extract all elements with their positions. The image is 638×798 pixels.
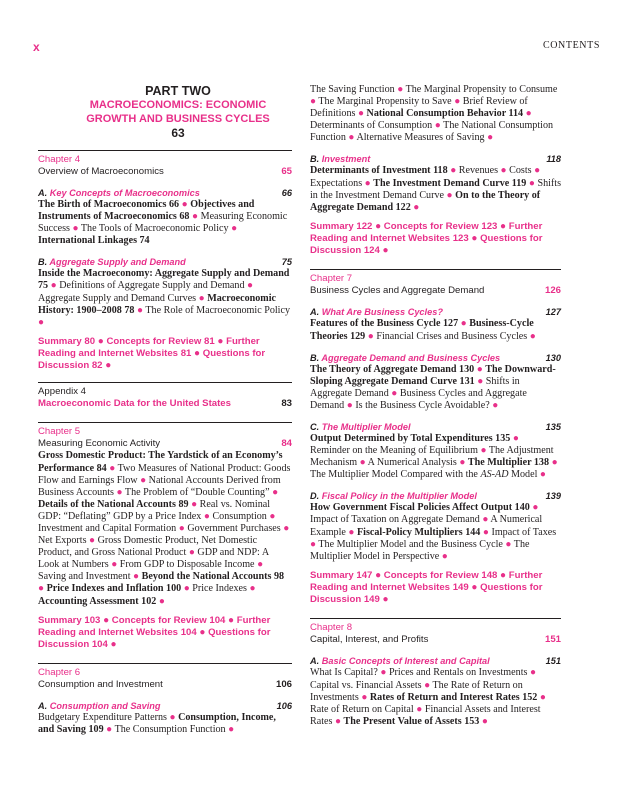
entry: How Government Fiscal Policies Affect Output 140 (310, 502, 530, 514)
bullet-icon: ● (110, 639, 117, 651)
websites-link[interactable]: Further Reading and Internet Websites 81 (38, 335, 260, 360)
bullet-icon: ● (434, 120, 441, 132)
entry: The Multiplier Model and the Business Cycle (318, 538, 503, 550)
entry: Accounting Assessment 102 (38, 595, 157, 607)
entry: The Saving Function (310, 84, 395, 95)
part-page: 63 (171, 126, 185, 140)
section-letter: C. (310, 422, 320, 433)
summary-link[interactable]: Summary 122 (310, 220, 373, 232)
entry: Real vs. Nominal GDP: “Deflating” GDP by a Price Index (38, 498, 271, 522)
running-header: CONTENTS (542, 40, 600, 51)
bullet-icon: ● (348, 526, 355, 538)
section-8a-heading[interactable] (310, 655, 561, 667)
bullet-icon: ● (382, 245, 389, 257)
chapter-page: 106 (275, 679, 292, 691)
bullet-icon: ● (283, 523, 290, 535)
entry: The Investment Demand Curve 119 (373, 177, 527, 189)
entry: The Multiplier Model Compared with the (310, 469, 478, 481)
concepts-link[interactable]: Concepts for Review 104 (111, 614, 226, 626)
bullet-icon: ● (525, 108, 532, 120)
section-4b-heading[interactable] (38, 256, 292, 268)
page-roman-numeral: x (33, 40, 40, 54)
bullet-icon: ● (460, 318, 467, 330)
chapter-rule (310, 618, 561, 619)
entry: Definitions of Aggregate Supply and Demand (59, 280, 245, 292)
entry: From GDP to Disposable Income (119, 559, 255, 571)
bullet-icon: ● (441, 550, 448, 562)
bullet-icon: ● (532, 502, 539, 514)
section-title: The Multiplier Model (321, 422, 411, 433)
section-title: Key Concepts of Macroeconomics (49, 188, 200, 198)
entry: The Multiplier Model in Perspective (310, 538, 530, 562)
chapter-page: 126 (544, 285, 561, 297)
entry: The Theory of Aggregate Demand 130 (310, 363, 475, 375)
section-7a-heading[interactable] (310, 306, 561, 318)
entry: Shifts in Aggregate Demand (310, 375, 520, 399)
entry-italic: AS-AD (480, 469, 509, 481)
bullet-icon: ● (228, 724, 235, 736)
entry: Business Cycles and Aggregate Demand (310, 387, 527, 411)
bullet-icon: ● (551, 457, 558, 469)
section-6b-heading[interactable] (310, 153, 561, 165)
chapter-6-summary (310, 221, 561, 258)
chapter-page: 84 (281, 438, 292, 450)
section-letter: A. (310, 656, 320, 667)
chapter-5-entries (38, 450, 292, 607)
bullet-icon: ● (249, 583, 256, 595)
right-column (310, 84, 561, 728)
bullet-icon: ● (500, 220, 507, 232)
section-page: 118 (546, 154, 561, 165)
entry: Alternative Measures of Saving (356, 132, 485, 144)
concepts-link[interactable]: Concepts for Review 81 (106, 335, 215, 347)
websites-link[interactable]: Further Reading and Internet Websites 104 (38, 614, 271, 638)
chapter-page: 151 (544, 634, 561, 646)
questions-link[interactable]: Questions for Discussion 149 (310, 582, 543, 606)
bullet-icon: ● (397, 84, 404, 95)
section-letter: A. (310, 307, 320, 318)
section-letter: B. (310, 352, 320, 363)
questions-link[interactable]: Questions for Discussion 82 (38, 348, 266, 372)
bullet-icon: ● (529, 667, 536, 679)
bullet-icon: ● (361, 691, 368, 703)
entry: Rates of Return and Interest Rates 152 (369, 691, 538, 703)
entry: Is the Business Cycle Avoidable? (355, 399, 490, 411)
chapter-6-title[interactable] (38, 679, 292, 691)
section-letter: A. (38, 188, 48, 198)
entry: Model (511, 469, 538, 481)
entry: The Marginal Propensity to Save (318, 96, 452, 108)
entry: Consumption (212, 510, 267, 522)
section-7c-heading[interactable] (310, 421, 561, 433)
bullet-icon: ● (446, 189, 453, 201)
section-7d-heading[interactable] (310, 490, 561, 502)
section-page: 139 (545, 491, 561, 502)
bullet-icon: ● (367, 330, 374, 342)
bullet-icon: ● (194, 348, 201, 360)
entry: Beyond the National Accounts 98 (141, 571, 285, 583)
bullet-icon: ● (116, 486, 123, 498)
bullet-icon: ● (380, 667, 387, 679)
bullet-icon: ● (203, 510, 210, 522)
bullet-icon: ● (133, 571, 140, 583)
bullet-icon: ● (231, 223, 238, 235)
section-title: Aggregate Supply and Demand (49, 257, 186, 268)
bullet-icon: ● (424, 679, 431, 691)
entry: Output Determined by Total Expenditures 135 (310, 433, 511, 445)
entry: Objectives and Instruments of Macroeconomics 68 (38, 199, 255, 223)
section-title: What Are Business Cycles? (321, 307, 443, 318)
section-page: 151 (545, 656, 561, 667)
chapter-7-summary (310, 570, 561, 607)
entry: Business-Cycle Theories 129 (310, 318, 534, 342)
entry: Brief Review of Definitions (310, 96, 528, 120)
questions-link[interactable]: Questions for Discussion 104 (38, 626, 271, 651)
bullet-icon: ● (188, 547, 195, 559)
chapter-title-text: Overview of Macroeconomics (38, 166, 164, 177)
bullet-icon: ● (416, 703, 423, 715)
section-letter: D. (310, 491, 320, 502)
chapter-6-label: Chapter 6 (38, 667, 81, 679)
websites-link[interactable]: Further Reading and Internet Websites 149 (310, 569, 543, 594)
section-title: Fiscal Policy in the Multiplier Model (321, 491, 477, 502)
chapter-rule (38, 422, 292, 423)
bullet-icon: ● (272, 486, 279, 498)
bullet-icon: ● (471, 233, 478, 245)
entry: The Tools of Macroeconomic Policy (80, 223, 229, 235)
section-4a-heading[interactable] (38, 187, 292, 199)
section-6b-entries (310, 165, 561, 213)
entry: Financial Assets and Interest Rates (310, 703, 541, 727)
bullet-icon: ● (459, 457, 466, 469)
entry: The Consumption Function (114, 724, 226, 736)
entry: Price Indexes and Inflation 100 (46, 583, 182, 595)
entry: National Accounts Derived from Business Accounts (38, 474, 281, 498)
bullet-icon: ● (450, 165, 457, 177)
entry: Determinants of Investment 118 (310, 165, 448, 177)
entry: Government Purchases (187, 523, 281, 535)
appendix-4-title[interactable] (38, 398, 292, 410)
appendix-4-label: Appendix 4 (38, 386, 87, 398)
bullet-icon: ● (359, 457, 366, 469)
entry: The Marginal Propensity to Consume (405, 84, 558, 95)
bullet-icon: ● (512, 433, 519, 445)
bullet-icon: ● (334, 715, 342, 727)
entry: Prices and Rentals on Investments (388, 667, 528, 679)
appendix-page: 83 (281, 398, 292, 410)
websites-link[interactable]: Further Reading and Internet Websites 123 (310, 220, 543, 245)
entry: Budgetary Expenditure Patterns (38, 712, 167, 724)
concepts-link[interactable]: Concepts for Review 148 (383, 569, 498, 581)
bullet-icon: ● (528, 177, 535, 189)
bullet-icon: ● (199, 626, 206, 638)
bullet-icon: ● (534, 165, 541, 177)
bullet-icon: ● (481, 715, 488, 727)
entry: The Multiplier 138 (467, 457, 550, 469)
appendix-title-text: Macroeconomic Data for the United States (38, 398, 231, 410)
bullet-icon: ● (228, 614, 235, 626)
bullet-icon: ● (50, 280, 57, 292)
entry: The National Consumption Function (310, 120, 554, 144)
bullet-icon: ● (158, 595, 165, 607)
entry: Inside the Macroeconomy: Aggregate Supply and Demand 75 (38, 268, 290, 292)
chapter-4-summary (38, 336, 292, 373)
chapter-rule (38, 382, 292, 383)
entry: A Numerical Example (310, 514, 543, 538)
bullet-icon: ● (38, 316, 45, 328)
questions-link[interactable]: Questions for Discussion 124 (310, 233, 543, 257)
section-4b-entries (38, 268, 292, 328)
bullet-icon: ● (106, 724, 113, 736)
bullet-icon: ● (471, 582, 478, 594)
chapter-title-text: Measuring Economic Activity (38, 438, 161, 450)
summary-link[interactable]: Summary 80 (38, 335, 96, 347)
bullet-icon: ● (111, 559, 118, 571)
bullet-icon: ● (477, 375, 484, 387)
bullet-icon: ● (217, 335, 224, 347)
entry: Impact of Taxation on Aggregate Demand (310, 514, 480, 526)
bullet-icon: ● (192, 211, 199, 223)
bullet-icon: ● (103, 614, 110, 626)
summary-link[interactable]: Summary 147 (310, 569, 373, 581)
section-title: Aggregate Demand and Business Cycles (321, 352, 501, 363)
chapter-rule (38, 663, 292, 664)
section-6a-entries-start (38, 712, 292, 736)
entry: GDP and NDP: A Look at Numbers (38, 547, 269, 571)
section-page: 130 (545, 352, 561, 363)
section-4a-entries (38, 199, 292, 247)
bullet-icon: ● (247, 280, 254, 292)
entry: Consumption, Income, and Saving 109 (38, 712, 276, 736)
section-letter: B. (38, 257, 48, 268)
entry: The Birth of Macroeconomics 66 (38, 199, 180, 210)
section-page: 135 (545, 422, 561, 433)
entry: What Is Capital? (310, 667, 378, 679)
bullet-icon: ● (487, 132, 494, 144)
concepts-link[interactable]: Concepts for Review 123 (383, 220, 498, 232)
chapter-title-text: Capital, Interest, and Profits (310, 634, 429, 646)
chapter-5-summary (38, 615, 292, 652)
bullet-icon: ● (482, 514, 489, 526)
chapter-5-label: Chapter 5 (38, 426, 81, 438)
section-page: 75 (281, 257, 292, 268)
summary-link[interactable]: Summary 103 (38, 614, 101, 626)
section-6a-entries-cont (310, 84, 561, 144)
bullet-icon: ● (364, 177, 371, 189)
bullet-icon: ● (539, 691, 546, 703)
chapter-8-label: Chapter 8 (310, 622, 353, 634)
bullet-icon: ● (382, 594, 389, 606)
bullet-icon: ● (310, 538, 317, 550)
chapter-rule (310, 269, 561, 270)
bullet-icon: ● (357, 108, 364, 120)
entry: The Present Value of Assets 153 (343, 715, 480, 727)
part-subtitle-2: GROWTH AND BUSINESS CYCLES (86, 113, 270, 125)
bullet-icon: ● (482, 526, 489, 538)
bullet-icon: ● (505, 538, 512, 550)
chapter-title-text: Consumption and Investment (38, 679, 163, 691)
entry: Aggregate Supply and Demand Curves (38, 292, 197, 304)
chapter-4-label: Chapter 4 (38, 154, 81, 165)
bullet-icon: ● (500, 165, 507, 177)
bullet-icon: ● (178, 523, 185, 535)
section-title: Investment (321, 154, 371, 165)
bullet-icon: ● (310, 96, 317, 108)
entry: Financial Crises and Business Cycles (376, 330, 528, 342)
bullet-icon: ● (476, 363, 483, 375)
entry: On to the Theory of Aggregate Demand 122 (310, 189, 541, 213)
chapter-4-title[interactable] (38, 166, 292, 178)
entry: Rate of Return on Capital (310, 703, 414, 715)
bullet-icon: ● (391, 387, 398, 399)
section-page: 66 (281, 188, 292, 198)
bullet-icon: ● (375, 220, 382, 232)
bullet-icon: ● (492, 399, 499, 411)
section-7d-entries (310, 502, 561, 562)
entry: A Numerical Analysis (367, 457, 457, 469)
bullet-icon: ● (529, 330, 536, 342)
section-6a-heading[interactable] (38, 700, 292, 712)
bullet-icon: ● (257, 559, 264, 571)
entry: Investment and Capital Formation (38, 523, 177, 535)
bullet-icon: ● (140, 474, 147, 486)
section-page: 106 (276, 701, 292, 712)
part-subtitle-1: MACROECONOMICS: ECONOMIC (89, 99, 267, 111)
entry: Two Measures of National Product: Goods Flow and Earnings Flow (38, 462, 291, 486)
bullet-icon: ● (539, 469, 546, 481)
bullet-icon: ● (38, 583, 45, 595)
bullet-icon: ● (346, 399, 353, 411)
entry: Gross Domestic Product, Net Domestic Product, and Gross National Product (38, 535, 258, 559)
section-letter: A. (38, 701, 48, 712)
section-7b-heading[interactable] (310, 352, 561, 364)
bullet-icon: ● (97, 335, 104, 347)
entry: National Consumption Behavior 114 (366, 108, 524, 120)
bullet-icon: ● (454, 96, 461, 108)
left-column (38, 84, 292, 736)
entry: The Problem of “Double Counting” (124, 486, 270, 498)
section-7c-entries (310, 433, 561, 481)
entry: Costs (509, 165, 532, 177)
bullet-icon: ● (105, 360, 112, 372)
entry: International Linkages 74 (38, 235, 150, 247)
section-7a-entries (310, 318, 561, 342)
bullet-icon: ● (72, 223, 79, 235)
entry: Gross Domestic Product: The Yardstick of an Economy’s Performance 84 (38, 450, 283, 474)
bullet-icon: ● (109, 462, 116, 474)
section-letter: B. (310, 154, 320, 165)
chapter-7-title[interactable] (310, 285, 561, 297)
entry: Shifts in the Investment Demand Curve (310, 177, 562, 201)
bullet-icon: ● (375, 569, 382, 581)
entry: Reminder on the Meaning of Equilibrium (310, 445, 478, 457)
section-8a-entries (310, 667, 561, 727)
entry: The Rate of Return on Investments (310, 679, 523, 703)
entry: Impact of Taxes (491, 526, 557, 538)
entry: Details of the National Accounts 89 (38, 498, 189, 510)
entry: The Adjustment Mechanism (310, 445, 554, 469)
bullet-icon: ● (89, 535, 96, 547)
section-title: Basic Concepts of Interest and Capital (321, 656, 490, 667)
chapter-8-title[interactable] (310, 634, 561, 646)
entry: Features of the Business Cycle 127 (310, 318, 459, 330)
entry: The Downward-Sloping Aggregate Demand Curve 131 (310, 363, 556, 387)
section-title: Consumption and Saving (49, 701, 161, 712)
part-title: PART TWO (145, 84, 211, 98)
entry: Capital vs. Financial Assets (310, 679, 422, 691)
bullet-icon: ● (136, 304, 144, 316)
bullet-icon: ● (169, 712, 176, 724)
section-page: 127 (545, 307, 561, 318)
bullet-icon: ● (348, 132, 355, 144)
bullet-icon: ● (191, 498, 198, 510)
bullet-icon: ● (269, 510, 276, 522)
bullet-icon: ● (480, 445, 487, 457)
chapter-rule (38, 150, 292, 151)
chapter-7-label: Chapter 7 (310, 273, 353, 285)
chapter-5-title[interactable] (38, 438, 292, 450)
entry: Saving and Investment (38, 571, 131, 583)
bullet-icon: ● (500, 569, 507, 581)
section-7b-entries (310, 364, 561, 412)
entry: Revenues (458, 165, 499, 177)
entry: Expectations (310, 177, 363, 189)
chapter-title-text: Business Cycles and Aggregate Demand (310, 285, 485, 297)
entry: Measuring Economic Success (38, 211, 288, 235)
entry: The Role of Macroeconomic Policy (145, 304, 291, 316)
entry: Price Indexes (192, 583, 247, 595)
chapter-page: 65 (281, 166, 292, 177)
entry: Macroeconomic History: 1900–2008 78 (38, 292, 276, 316)
entry: Net Exports (38, 535, 87, 547)
entry: Fiscal-Policy Multipliers 144 (357, 526, 481, 538)
bullet-icon: ● (183, 583, 190, 595)
entry: Determinants of Consumption (310, 120, 433, 132)
bullet-icon: ● (181, 199, 188, 210)
bullet-icon: ● (198, 292, 205, 304)
bullet-icon: ● (413, 201, 420, 213)
